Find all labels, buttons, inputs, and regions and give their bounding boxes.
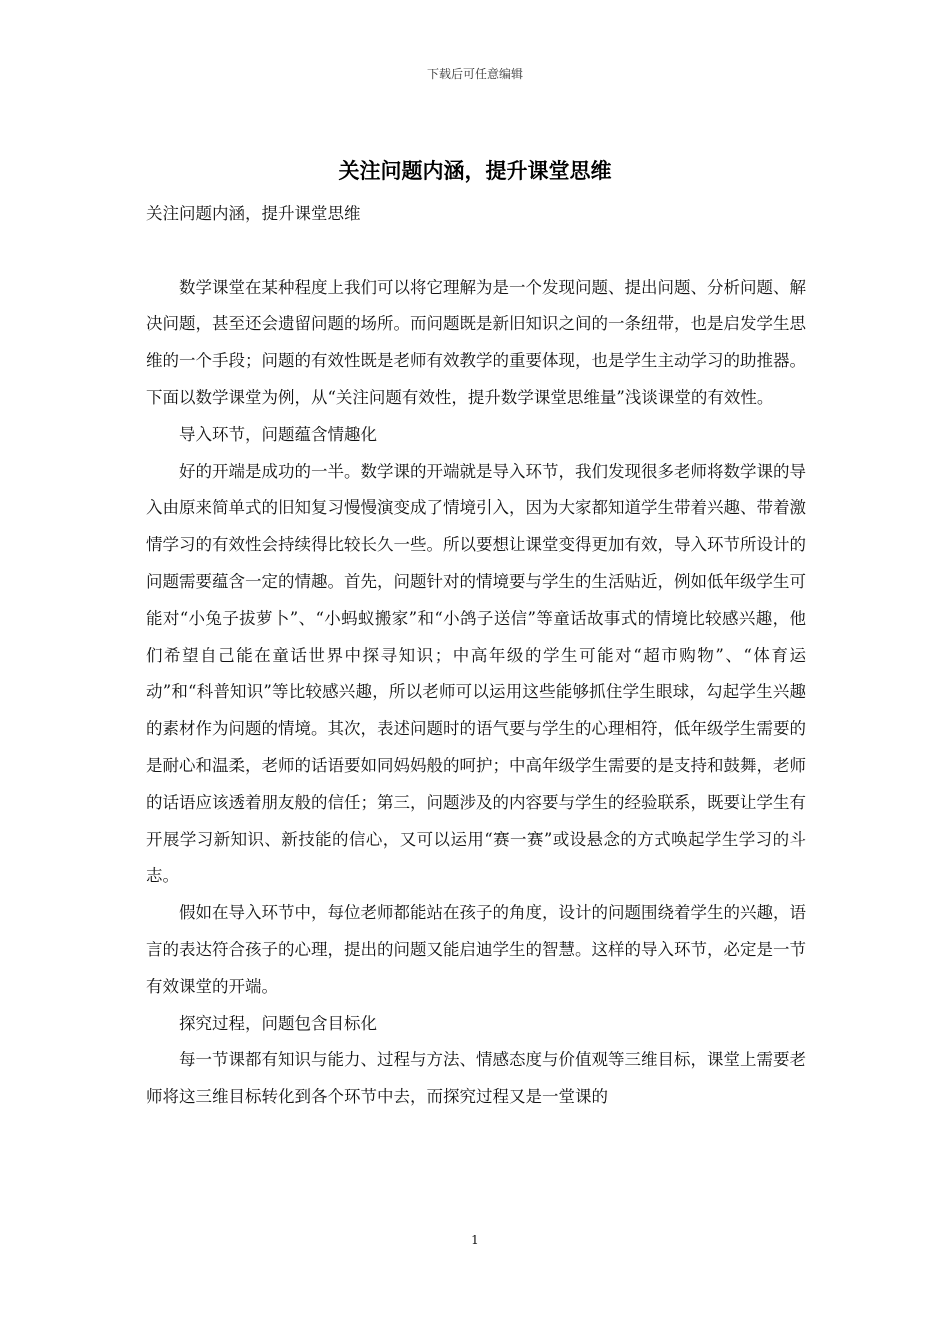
page-header: 下载后可任意编辑	[426, 67, 523, 81]
section-heading-introduction: 导入环节，问题蕴含情趣化	[179, 424, 377, 444]
document-title: 关注问题内涵，提升课堂思维	[338, 158, 612, 183]
paragraph-intro: 数学课堂在某种程度上我们可以将它理解为是一个发现问题、提出问题、分析问题、解决问题，甚至还会遗留问题的场所。而问题既是新旧知识之间的一条纽带，也是启发学生思维的一个手段；问题的有效性既是老师有效教学的重要体现，也是学生主动学习的助推器。下面以数学课堂为例，从“关注问题有效性，提升数学课堂思维量”浅谈课堂的有效性。	[146, 277, 806, 407]
page-number: 1	[471, 1233, 479, 1247]
paragraph-introduction-body: 好的开端是成功的一半。数学课的开端就是导入环节，我们发现很多老师将数学课的导入由原来简单式的旧知复习慢慢演变成了情境引入，因为大家都知道学生带着兴趣、带着激情学习的有效性会持续得比较长久一些。所以要想让课堂变得更加有效，导入环节所设计的问题需要蕴含一定的情趣。首先，问题针对的情境要与学生的生活贴近，例如低年级学生可能对“小兔子拔萝卜”、“小蚂蚁搬家”和“小鸽子送信”等童话故事式的情境比较感兴趣，他们希望自己能在童话世界中探寻知识；中高年级的学生可能对“超市购物”、“体育运动”和“科普知识”等比较感兴趣，所以老师可以运用这些能够抓住学生眼球，勾起学生兴趣的素材作为问题的情境。其次，表述问题时的语气要与学生的心理相符，低年级学生需要的是耐心和温柔，老师的话语要如同妈妈般的呵护；中高年级学生需要的是支持和鼓舞，老师的话语应该透着朋友般的信任；第三，问题涉及的内容要与学生的经验联系，既要让学生有开展学习新知识、新技能的信心，又可以运用“赛一赛”或设悬念的方式唤起学生学习的斗志。	[146, 461, 806, 886]
document-body	[146, 196, 806, 1116]
paragraph-exploration-body: 每一节课都有知识与能力、过程与方法、情感态度与价值观等三维目标，课堂上需要老师将这三维目标转化到各个环节中去，而探究过程又是一堂课的	[146, 1050, 806, 1107]
section-heading-exploration: 探究过程，问题包含目标化	[179, 1013, 377, 1033]
paragraph-introduction-summary: 假如在导入环节中，每位老师都能站在孩子的角度，设计的问题围绕着学生的兴趣，语言的表达符合孩子的心理，提出的问题又能启迪学生的智慧。这样的导入环节，必定是一节有效课堂的开端。	[146, 903, 806, 996]
document-subtitle: 关注问题内涵，提升课堂思维	[146, 204, 361, 223]
